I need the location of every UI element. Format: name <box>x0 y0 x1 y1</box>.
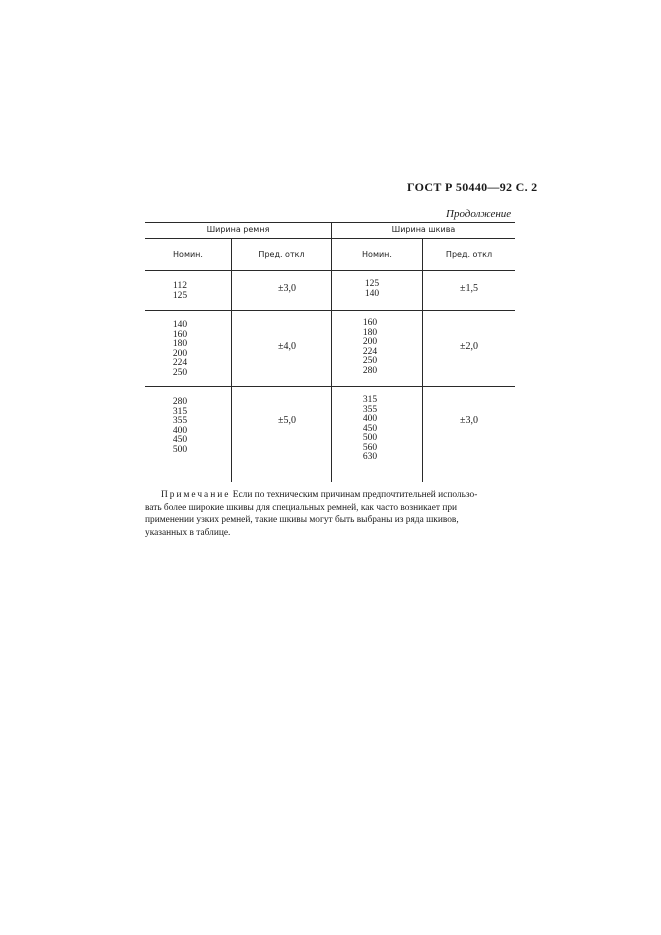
table-row-2-belt-nominal: 140 160 180 200 224 250 <box>172 320 188 378</box>
table-top-rule <box>145 222 515 223</box>
table-row-3-pulley-tolerance: ±3,0 <box>460 415 478 426</box>
pulley-nominal-header: Номин. <box>362 250 392 259</box>
table-row-2-pulley-nominal: 160 180 200 224 250 280 <box>362 318 378 376</box>
table-row-1-belt-tolerance: ±3,0 <box>278 283 296 294</box>
table-row-3-pulley-nominal: 315 355 400 450 500 560 630 <box>362 395 378 462</box>
pulley-width-header: Ширина шкива <box>391 225 456 234</box>
note-label: Примечание <box>161 490 231 500</box>
table-row-1-belt-nominal: 112 125 <box>172 281 188 301</box>
table-row-2-belt-tolerance: ±4,0 <box>278 341 296 352</box>
belt-tolerance-header: Пред. откл <box>258 250 305 259</box>
table-row-3-belt-nominal: 280 315 355 400 450 500 <box>172 397 188 455</box>
sub-header-rule <box>145 270 515 271</box>
pulley-col-divider <box>422 238 423 482</box>
belt-nominal-header: Номин. <box>173 250 203 259</box>
belt-col-divider <box>231 238 232 482</box>
continuation-label: Продолжение <box>446 208 512 220</box>
note-line-3: применении узких ремней, такие шкивы могут быть выбраны из ряда шкивов, <box>145 515 459 525</box>
note-line-4: указанных в таблице. <box>145 527 231 538</box>
document-id: ГОСТ Р 50440—92 С. 2 <box>407 180 538 194</box>
belt-width-header: Ширина ремня <box>206 225 270 234</box>
table-row-1-pulley-nominal: 125 140 <box>364 279 380 299</box>
group-header-rule <box>145 238 515 239</box>
pulley-tolerance-header: Пред. откл <box>445 250 493 259</box>
table-row-1-pulley-tolerance: ±1,5 <box>460 283 478 294</box>
row-divider-2 <box>145 386 515 387</box>
table-row-3-belt-tolerance: ±5,0 <box>278 415 296 426</box>
note-line-2: вать более широкие шкивы для специальных ремней, как часто возникает при <box>145 502 458 513</box>
table-note <box>145 489 515 539</box>
group-divider <box>331 222 332 482</box>
table-row-2-pulley-tolerance: ±2,0 <box>460 341 478 352</box>
note-line-1: Если по техническим причинам предпочтительней использо- <box>232 490 478 500</box>
row-divider-1 <box>145 310 515 311</box>
